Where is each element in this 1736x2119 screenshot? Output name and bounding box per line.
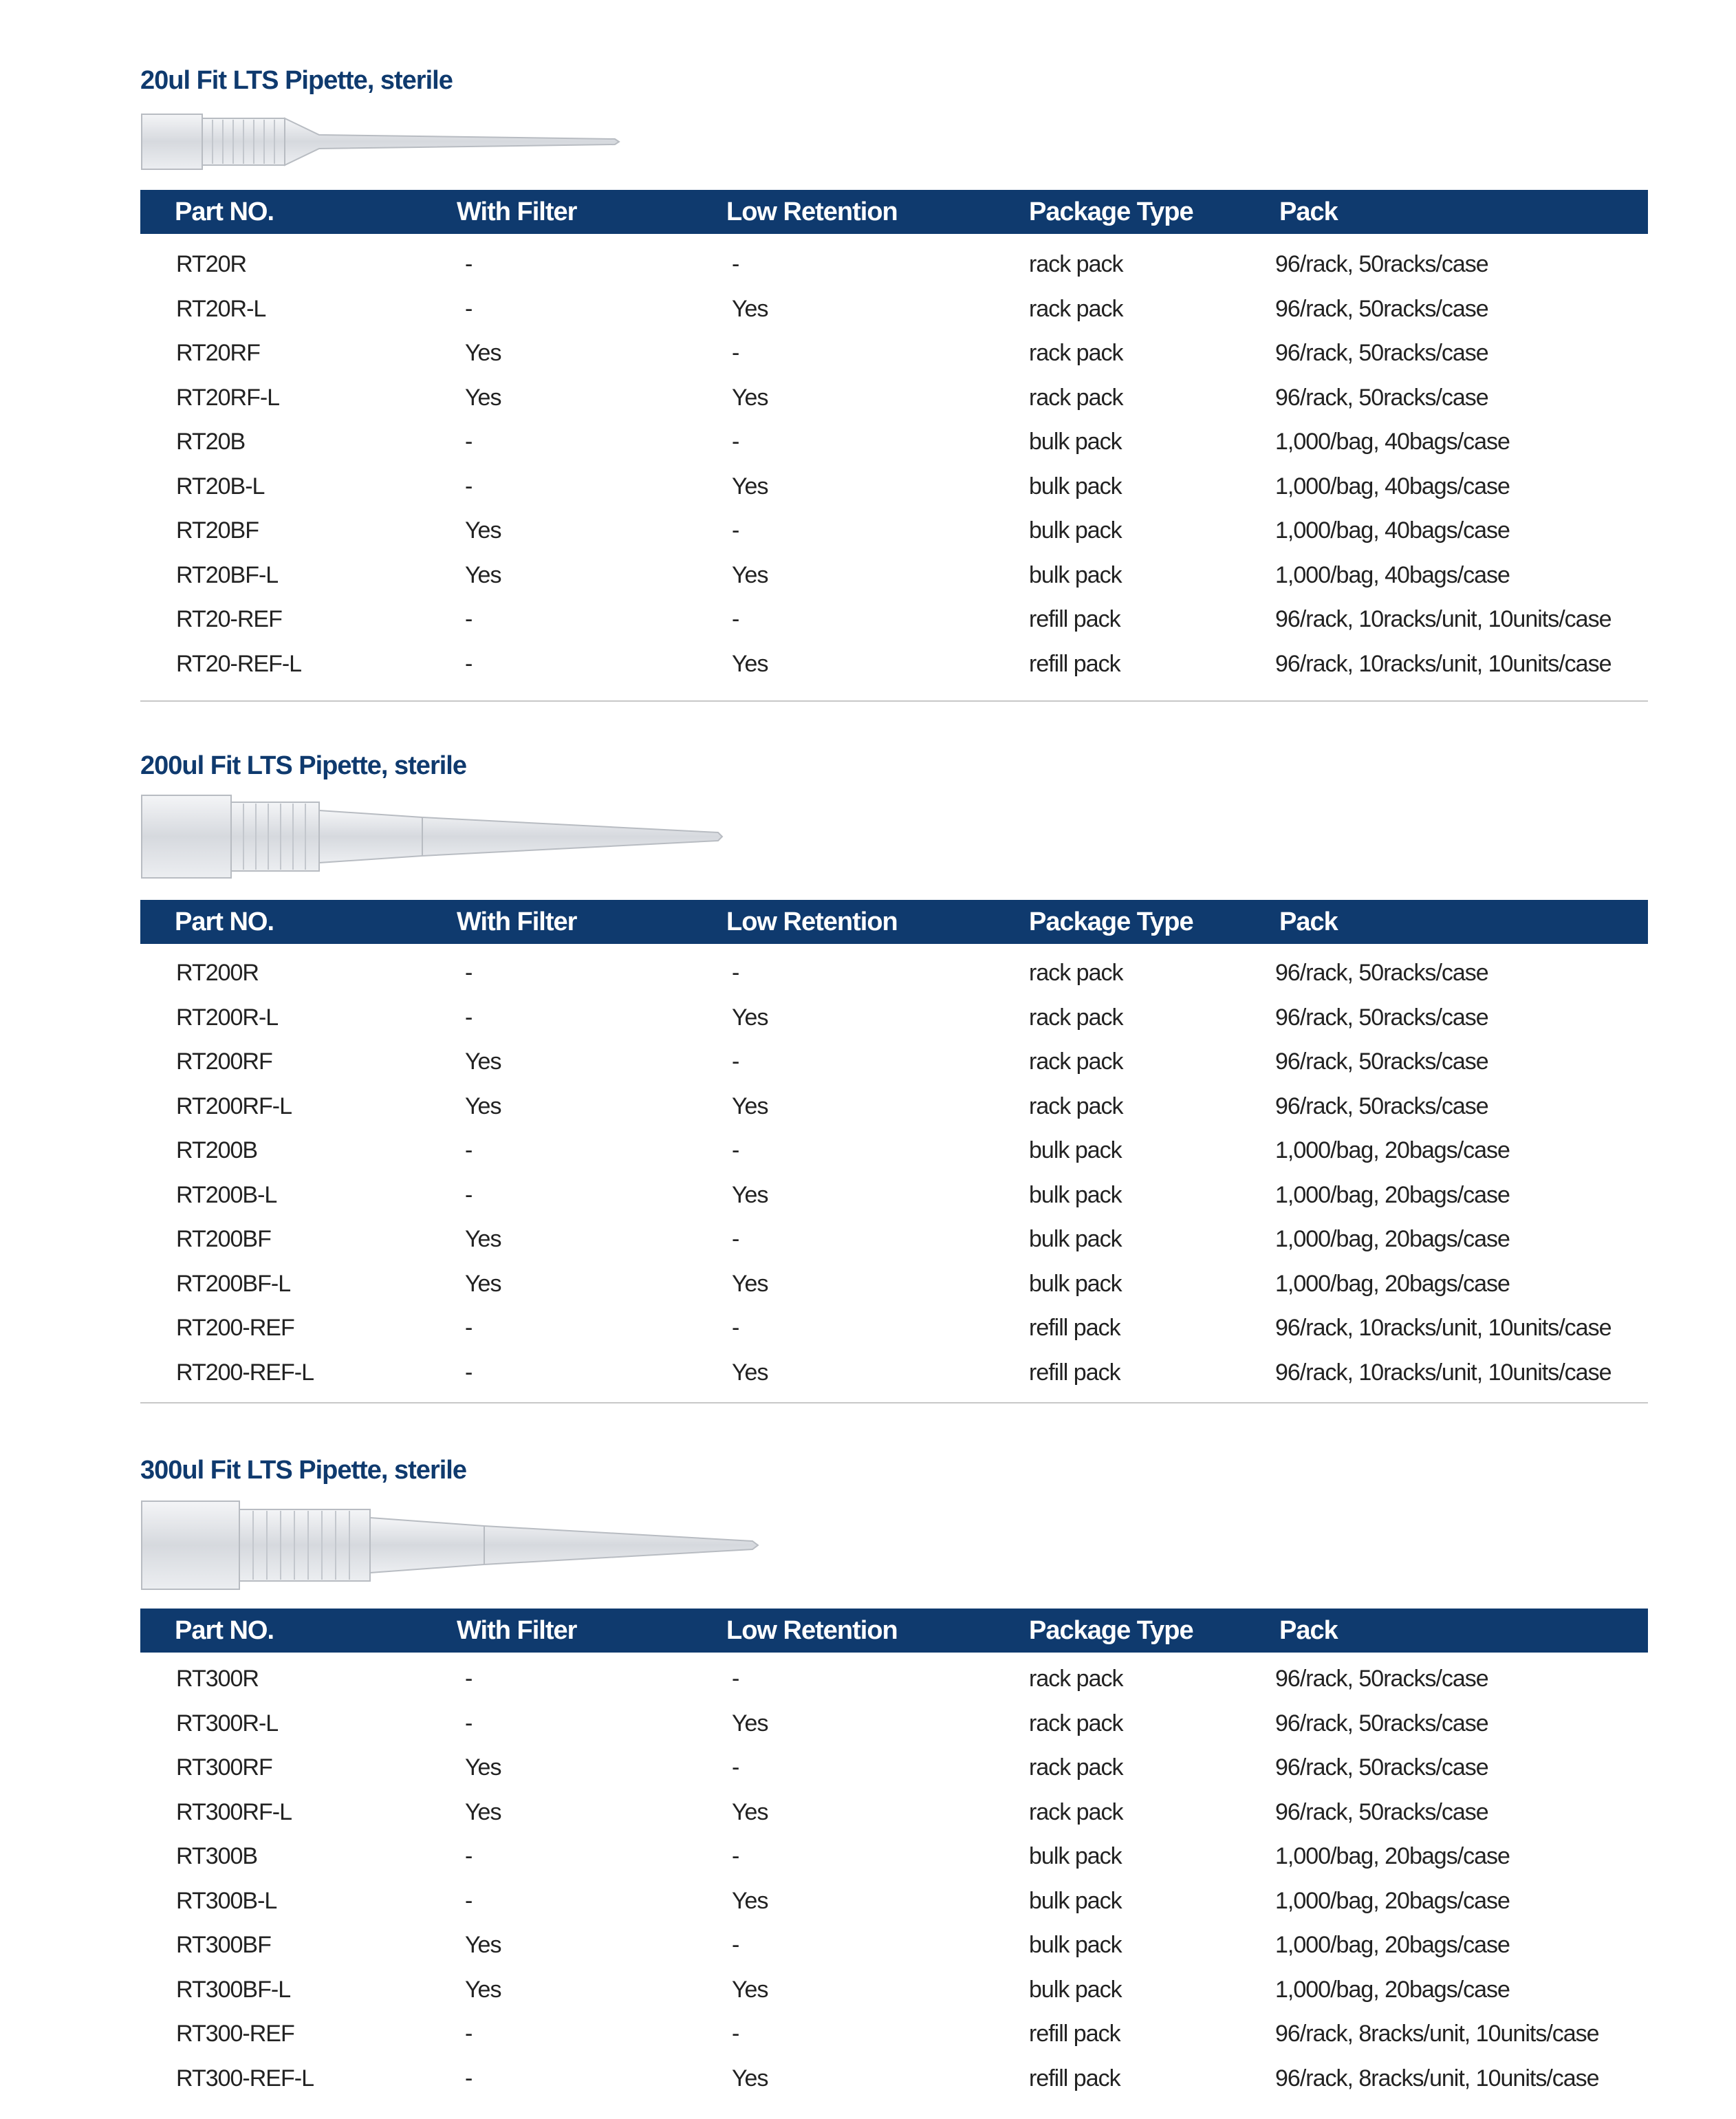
with-filter-value: - xyxy=(465,1843,473,1869)
package-type-value: refill pack xyxy=(1029,606,1120,632)
column-header-with-filter: With Filter xyxy=(457,1616,577,1645)
with-filter-value: Yes xyxy=(465,1093,501,1119)
low-retention-value: - xyxy=(732,340,739,366)
with-filter-value: - xyxy=(465,1315,473,1341)
section-divider xyxy=(140,700,1648,702)
table-row xyxy=(140,2056,1648,2101)
table-row xyxy=(140,464,1648,509)
pack-value: 96/rack, 50racks/case xyxy=(1275,1710,1488,1736)
low-retention-value: Yes xyxy=(732,1093,768,1119)
with-filter-value: - xyxy=(465,1359,473,1386)
column-header-pack: Pack xyxy=(1279,907,1338,936)
part-number: RT300B-L xyxy=(176,1887,277,1914)
low-retention-value: - xyxy=(732,1226,739,1252)
low-retention-value: - xyxy=(732,1754,739,1781)
package-type-value: refill pack xyxy=(1029,1315,1120,1341)
table-row xyxy=(140,420,1648,464)
section-title: 300ul Fit LTS Pipette, sterile xyxy=(140,1456,466,1485)
pack-value: 96/rack, 50racks/case xyxy=(1275,1004,1488,1031)
pack-value: 96/rack, 10racks/unit, 10units/case xyxy=(1275,1315,1612,1341)
low-retention-value: Yes xyxy=(732,2065,768,2091)
pack-value: 96/rack, 50racks/case xyxy=(1275,1048,1488,1075)
part-number: RT300-REF-L xyxy=(176,2065,314,2091)
part-number: RT200RF xyxy=(176,1048,272,1075)
with-filter-value: Yes xyxy=(465,1270,501,1297)
part-number: RT300BF xyxy=(176,1932,271,1958)
part-number: RT200BF xyxy=(176,1226,271,1252)
with-filter-value: - xyxy=(465,1004,473,1031)
pack-value: 1,000/bag, 40bags/case xyxy=(1275,429,1510,455)
table-row xyxy=(140,331,1648,376)
table-row xyxy=(140,1968,1648,2012)
with-filter-value: - xyxy=(465,2065,473,2091)
pipette-tip-20ul-image xyxy=(140,110,622,173)
package-type-value: bulk pack xyxy=(1029,429,1122,455)
pack-value: 96/rack, 50racks/case xyxy=(1275,1093,1488,1119)
low-retention-value: Yes xyxy=(732,561,768,588)
table-row xyxy=(140,1040,1648,1084)
column-header-with-filter: With Filter xyxy=(457,907,577,936)
part-number: RT300RF-L xyxy=(176,1798,292,1825)
with-filter-value: - xyxy=(465,650,473,677)
with-filter-value: - xyxy=(465,295,473,322)
table-row xyxy=(140,996,1648,1040)
package-type-value: rack pack xyxy=(1029,960,1123,986)
with-filter-value: - xyxy=(465,429,473,455)
with-filter-value: Yes xyxy=(465,1754,501,1781)
table-header xyxy=(140,1609,1648,1653)
part-number: RT20-REF xyxy=(176,606,282,632)
with-filter-value: Yes xyxy=(465,1798,501,1825)
package-type-value: rack pack xyxy=(1029,1754,1123,1781)
pack-value: 1,000/bag, 40bags/case xyxy=(1275,561,1510,588)
with-filter-value: Yes xyxy=(465,517,501,544)
with-filter-value: - xyxy=(465,1666,473,1692)
package-type-value: bulk pack xyxy=(1029,1270,1122,1297)
column-header-package-type: Package Type xyxy=(1029,907,1193,936)
low-retention-value: - xyxy=(732,1048,739,1075)
package-type-value: bulk pack xyxy=(1029,1137,1122,1163)
low-retention-value: Yes xyxy=(732,650,768,677)
part-number: RT20R xyxy=(176,251,247,277)
low-retention-value: Yes xyxy=(732,1004,768,1031)
with-filter-value: - xyxy=(465,606,473,632)
with-filter-value: Yes xyxy=(465,561,501,588)
package-type-value: rack pack xyxy=(1029,340,1123,366)
pack-value: 1,000/bag, 20bags/case xyxy=(1275,1976,1510,2003)
with-filter-value: Yes xyxy=(465,1048,501,1075)
pack-value: 96/rack, 50racks/case xyxy=(1275,251,1488,277)
low-retention-value: - xyxy=(732,1666,739,1692)
with-filter-value: Yes xyxy=(465,1932,501,1958)
pack-value: 1,000/bag, 20bags/case xyxy=(1275,1887,1510,1914)
package-type-value: bulk pack xyxy=(1029,1181,1122,1208)
part-number: RT300RF xyxy=(176,1754,272,1781)
pack-value: 1,000/bag, 40bags/case xyxy=(1275,517,1510,544)
low-retention-value: - xyxy=(732,2021,739,2047)
package-type-value: rack pack xyxy=(1029,251,1123,277)
table-row xyxy=(140,1262,1648,1306)
package-type-value: rack pack xyxy=(1029,1048,1123,1075)
package-type-value: refill pack xyxy=(1029,650,1120,677)
column-header-part-no: Part NO. xyxy=(175,907,274,936)
column-header-package-type: Package Type xyxy=(1029,197,1193,226)
part-number: RT300R-L xyxy=(176,1710,279,1736)
column-header-low-retention: Low Retention xyxy=(726,1616,898,1645)
part-number: RT300B xyxy=(176,1843,258,1869)
package-type-value: bulk pack xyxy=(1029,1976,1122,2003)
package-type-value: rack pack xyxy=(1029,1710,1123,1736)
low-retention-value: - xyxy=(732,1137,739,1163)
table-row xyxy=(140,553,1648,598)
package-type-value: refill pack xyxy=(1029,2021,1120,2047)
part-number: RT20RF xyxy=(176,340,260,366)
pack-value: 1,000/bag, 20bags/case xyxy=(1275,1932,1510,1958)
table-row xyxy=(140,1657,1648,1701)
part-number: RT20BF xyxy=(176,517,259,544)
pack-value: 96/rack, 10racks/unit, 10units/case xyxy=(1275,606,1612,632)
section-divider xyxy=(140,1402,1648,1403)
with-filter-value: Yes xyxy=(465,1976,501,2003)
pack-value: 96/rack, 50racks/case xyxy=(1275,1754,1488,1781)
with-filter-value: Yes xyxy=(465,340,501,366)
low-retention-value: - xyxy=(732,429,739,455)
part-number: RT20RF-L xyxy=(176,384,280,411)
package-type-value: refill pack xyxy=(1029,2065,1120,2091)
low-retention-value: Yes xyxy=(732,1270,768,1297)
column-header-low-retention: Low Retention xyxy=(726,907,898,936)
column-header-pack: Pack xyxy=(1279,197,1338,226)
low-retention-value: - xyxy=(732,251,739,277)
table-row xyxy=(140,1084,1648,1129)
pack-value: 96/rack, 50racks/case xyxy=(1275,384,1488,411)
package-type-value: bulk pack xyxy=(1029,1843,1122,1869)
low-retention-value: - xyxy=(732,517,739,544)
with-filter-value: - xyxy=(465,960,473,986)
low-retention-value: Yes xyxy=(732,1359,768,1386)
pack-value: 96/rack, 50racks/case xyxy=(1275,295,1488,322)
table-row xyxy=(140,951,1648,996)
table-row xyxy=(140,1173,1648,1218)
with-filter-value: - xyxy=(465,1181,473,1208)
package-type-value: bulk pack xyxy=(1029,517,1122,544)
with-filter-value: - xyxy=(465,1710,473,1736)
low-retention-value: Yes xyxy=(732,1710,768,1736)
table-row xyxy=(140,1923,1648,1968)
low-retention-value: Yes xyxy=(732,295,768,322)
table-row xyxy=(140,642,1648,687)
pack-value: 96/rack, 50racks/case xyxy=(1275,960,1488,986)
package-type-value: bulk pack xyxy=(1029,1226,1122,1252)
column-header-with-filter: With Filter xyxy=(457,197,577,226)
low-retention-value: - xyxy=(732,1315,739,1341)
product-section-300ul xyxy=(140,1456,1648,2102)
column-header-part-no: Part NO. xyxy=(175,1616,274,1645)
table-row xyxy=(140,597,1648,642)
package-type-value: refill pack xyxy=(1029,1359,1120,1386)
with-filter-value: - xyxy=(465,251,473,277)
pack-value: 1,000/bag, 40bags/case xyxy=(1275,473,1510,499)
pack-value: 96/rack, 8racks/unit, 10units/case xyxy=(1275,2021,1599,2047)
pack-value: 96/rack, 10racks/unit, 10units/case xyxy=(1275,1359,1612,1386)
table-row xyxy=(140,1790,1648,1835)
column-header-pack: Pack xyxy=(1279,1616,1338,1645)
table-row xyxy=(140,1128,1648,1173)
low-retention-value: Yes xyxy=(732,1798,768,1825)
part-number: RT200-REF-L xyxy=(176,1359,314,1386)
part-number: RT200R-L xyxy=(176,1004,279,1031)
part-number: RT200R xyxy=(176,960,259,986)
table-row xyxy=(140,1217,1648,1262)
part-number: RT200BF-L xyxy=(176,1270,291,1297)
low-retention-value: - xyxy=(732,606,739,632)
part-number: RT200B-L xyxy=(176,1181,277,1208)
table-row xyxy=(140,1834,1648,1879)
table-row xyxy=(140,287,1648,332)
with-filter-value: - xyxy=(465,473,473,499)
table-row xyxy=(140,1306,1648,1351)
table-row xyxy=(140,2012,1648,2056)
table-row xyxy=(140,1701,1648,1746)
product-section-20ul xyxy=(140,66,1648,706)
pack-value: 96/rack, 50racks/case xyxy=(1275,1666,1488,1692)
package-type-value: bulk pack xyxy=(1029,561,1122,588)
table-row xyxy=(140,1879,1648,1924)
part-number: RT200B xyxy=(176,1137,258,1163)
low-retention-value: Yes xyxy=(732,1181,768,1208)
column-header-package-type: Package Type xyxy=(1029,1616,1193,1645)
package-type-value: rack pack xyxy=(1029,1798,1123,1825)
part-number: RT20B xyxy=(176,429,246,455)
pack-value: 1,000/bag, 20bags/case xyxy=(1275,1181,1510,1208)
low-retention-value: - xyxy=(732,1932,739,1958)
with-filter-value: - xyxy=(465,1137,473,1163)
with-filter-value: - xyxy=(465,2021,473,2047)
part-number: RT20-REF-L xyxy=(176,650,302,677)
table-header xyxy=(140,190,1648,234)
package-type-value: rack pack xyxy=(1029,1093,1123,1119)
package-type-value: rack pack xyxy=(1029,1666,1123,1692)
pack-value: 96/rack, 50racks/case xyxy=(1275,1798,1488,1825)
pipette-tip-200ul-image xyxy=(140,793,732,881)
package-type-value: rack pack xyxy=(1029,384,1123,411)
pack-value: 96/rack, 10racks/unit, 10units/case xyxy=(1275,650,1612,677)
package-type-value: rack pack xyxy=(1029,1004,1123,1031)
pack-value: 96/rack, 8racks/unit, 10units/case xyxy=(1275,2065,1599,2091)
package-type-value: bulk pack xyxy=(1029,1932,1122,1958)
section-title: 20ul Fit LTS Pipette, sterile xyxy=(140,66,453,95)
table-header xyxy=(140,900,1648,944)
table-row xyxy=(140,1745,1648,1790)
section-title: 200ul Fit LTS Pipette, sterile xyxy=(140,751,466,780)
table-row xyxy=(140,1351,1648,1395)
package-type-value: rack pack xyxy=(1029,295,1123,322)
low-retention-value: - xyxy=(732,960,739,986)
with-filter-value: Yes xyxy=(465,384,501,411)
column-header-low-retention: Low Retention xyxy=(726,197,898,226)
pack-value: 1,000/bag, 20bags/case xyxy=(1275,1843,1510,1869)
part-number: RT300R xyxy=(176,1666,259,1692)
table-row xyxy=(140,508,1648,553)
part-number: RT20BF-L xyxy=(176,561,279,588)
pack-value: 1,000/bag, 20bags/case xyxy=(1275,1226,1510,1252)
part-number: RT200RF-L xyxy=(176,1093,292,1119)
table-row xyxy=(140,376,1648,420)
low-retention-value: Yes xyxy=(732,1976,768,2003)
low-retention-value: Yes xyxy=(732,473,768,499)
part-number: RT300BF-L xyxy=(176,1976,291,2003)
package-type-value: bulk pack xyxy=(1029,473,1122,499)
pipette-tip-300ul-image xyxy=(140,1498,766,1592)
low-retention-value: - xyxy=(732,1843,739,1869)
pack-value: 1,000/bag, 20bags/case xyxy=(1275,1270,1510,1297)
column-header-part-no: Part NO. xyxy=(175,197,274,226)
pack-value: 1,000/bag, 20bags/case xyxy=(1275,1137,1510,1163)
part-number: RT200-REF xyxy=(176,1315,294,1341)
product-section-200ul xyxy=(140,751,1648,1405)
with-filter-value: - xyxy=(465,1887,473,1914)
part-number: RT20B-L xyxy=(176,473,265,499)
low-retention-value: Yes xyxy=(732,384,768,411)
pack-value: 96/rack, 50racks/case xyxy=(1275,340,1488,366)
table-row xyxy=(140,242,1648,287)
part-number: RT300-REF xyxy=(176,2021,294,2047)
part-number: RT20R-L xyxy=(176,295,266,322)
with-filter-value: Yes xyxy=(465,1226,501,1252)
package-type-value: bulk pack xyxy=(1029,1887,1122,1914)
low-retention-value: Yes xyxy=(732,1887,768,1914)
